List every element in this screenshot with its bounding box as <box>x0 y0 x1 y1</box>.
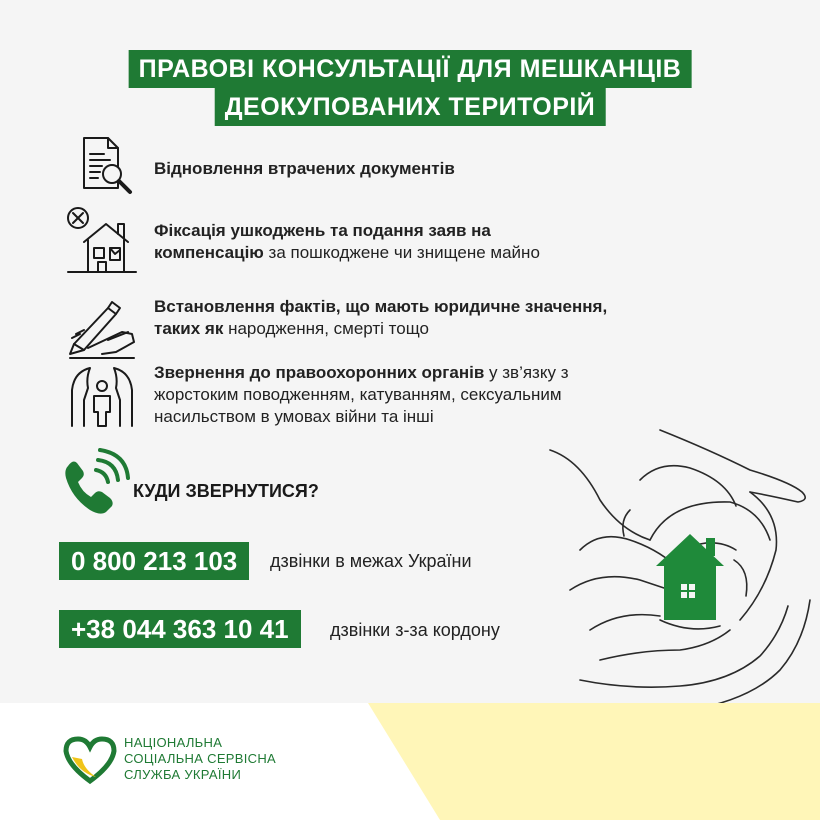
service-text-facts <box>154 296 607 340</box>
service-bold: Фіксація ушкоджень та подання заяв на <box>154 221 491 240</box>
nssu-logo-icon <box>62 733 118 785</box>
document-search-icon <box>62 130 142 206</box>
service-documents <box>62 130 722 196</box>
title-line-2: ДЕОКУПОВАНИХ ТЕРИТОРІЙ <box>215 88 606 126</box>
service-text-damage <box>154 220 540 264</box>
phone-note-abroad: дзвінки з-за кордону <box>330 620 500 640</box>
phone-number-domestic[interactable]: 0 800 213 103 <box>59 542 249 580</box>
service-rest: за пошкоджене чи знищене майно <box>263 243 540 262</box>
phone-note-domestic: дзвінки в межах України <box>270 551 472 571</box>
org-line-1: НАЦІОНАЛЬНА <box>124 735 223 750</box>
service-rest-2: жорстоким поводженням, катуванням, сексуальним <box>154 385 562 404</box>
phone-icon <box>54 448 134 524</box>
org-line-3: СЛУЖБА УКРАЇНИ <box>124 767 242 782</box>
service-text-documents <box>154 158 455 180</box>
title-line-1: ПРАВОВІ КОНСУЛЬТАЦІЇ ДЛЯ МЕШКАНЦІВ <box>129 50 692 88</box>
hands-house-illustration <box>540 420 820 720</box>
hand-writing-icon <box>62 292 142 368</box>
organization-name <box>124 735 276 783</box>
service-rest: народження, смерті тощо <box>223 319 429 338</box>
footer-yellow-band <box>0 703 820 820</box>
where-to-apply-title: КУДИ ЗВЕРНУТИСЯ? <box>133 481 319 501</box>
protected-person-icon <box>62 360 142 436</box>
service-bold-2: компенсацію <box>154 243 264 262</box>
service-rest-1: у зв’язку з <box>484 363 569 382</box>
damaged-house-icon <box>62 206 142 282</box>
green-house-icon <box>656 534 724 620</box>
phone-number-abroad[interactable]: +38 044 363 10 41 <box>59 610 301 648</box>
service-rest-3: насильством в умовах війни та інші <box>154 407 434 426</box>
service-bold: Відновлення втрачених документів <box>154 159 455 178</box>
service-bold: Встановлення фактів, що мають юридичне значення, <box>154 297 608 316</box>
service-bold-2: таких як <box>154 319 224 338</box>
org-line-2: СОЦІАЛЬНА СЕРВІСНА <box>124 751 276 766</box>
service-damage <box>62 206 722 282</box>
service-bold: Звернення до правоохоронних органів <box>154 363 485 382</box>
service-text-law <box>154 362 694 428</box>
service-facts <box>62 292 722 352</box>
